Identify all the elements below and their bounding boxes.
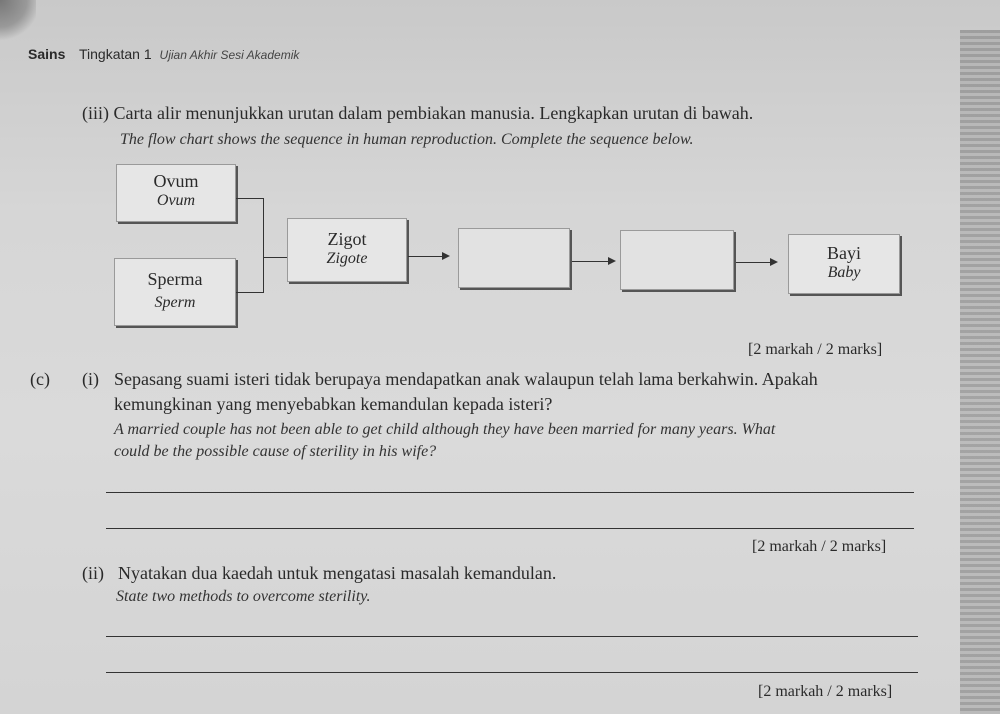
question-c-i-line1-en: A married couple has not been able to get child although they have been married for many years. What bbox=[114, 421, 776, 438]
exam-label: Ujian Akhir Sesi Akademik bbox=[159, 48, 300, 62]
answer-line-c-i-2[interactable] bbox=[106, 528, 914, 529]
ovum-label-my: Ovum bbox=[153, 171, 199, 191]
marks-c-i: [2 markah / 2 marks] bbox=[752, 538, 887, 555]
sperma-label-en: Sperm bbox=[154, 294, 196, 311]
blank-box-2[interactable] bbox=[620, 230, 734, 290]
sperma-box bbox=[114, 258, 236, 326]
bayi-label-my: Bayi bbox=[827, 243, 861, 263]
form-label: Tingkatan 1 bbox=[79, 46, 152, 62]
arrow-3 bbox=[736, 262, 776, 263]
ovum-label-en: Ovum bbox=[156, 192, 196, 209]
question-c-ii-my: Nyatakan dua kaedah untuk mengatasi masalah kemandulan. bbox=[118, 563, 557, 583]
bayi-label-en: Baby bbox=[827, 264, 861, 281]
answer-line-c-ii-1[interactable] bbox=[106, 636, 918, 637]
blank-box-1[interactable] bbox=[458, 228, 570, 288]
arrow-2 bbox=[572, 261, 614, 262]
sperma-label-my: Sperma bbox=[147, 269, 203, 289]
bayi-box bbox=[788, 234, 900, 294]
question-iii-text-en: The flow chart shows the sequence in human reproduction. Complete the sequence below. bbox=[120, 131, 694, 148]
marks-c-ii: [2 markah / 2 marks] bbox=[758, 683, 893, 700]
sperma-connector bbox=[236, 292, 264, 293]
question-c-ii-en: State two methods to overcome sterility. bbox=[116, 588, 371, 605]
question-iii-number: (iii) bbox=[82, 103, 109, 123]
question-iii bbox=[82, 103, 753, 124]
label-c: (c) bbox=[30, 369, 50, 389]
ovum-connector bbox=[236, 198, 264, 199]
label-c-i: (i) bbox=[82, 369, 99, 389]
ovum-box bbox=[116, 164, 236, 222]
question-c-i-line1-my: Sepasang suami isteri tidak berupaya mendapatkan anak walaupun telah lama berkahwin. Apakah bbox=[114, 369, 818, 389]
question-c-i-line2-en: could be the possible cause of sterility in his wife? bbox=[114, 443, 437, 460]
question-iii-text-my: Carta alir menunjukkan urutan dalam pembiakan manusia. Lengkapkan urutan di bawah. bbox=[113, 103, 754, 123]
subject-label: Sains bbox=[28, 46, 66, 62]
answer-line-c-i-1[interactable] bbox=[106, 492, 914, 493]
vertical-connector bbox=[263, 198, 264, 293]
zigot-box bbox=[287, 218, 407, 282]
arrow-1 bbox=[408, 256, 448, 257]
page-corner-shadow bbox=[0, 0, 36, 40]
page-edge-binding bbox=[960, 30, 1000, 714]
question-c-i-line2-my: kemungkinan yang menyebabkan kemandulan kepada isteri? bbox=[114, 394, 553, 414]
marks-iii: [2 markah / 2 marks] bbox=[748, 341, 883, 358]
zigot-label-en: Zigote bbox=[326, 250, 368, 267]
label-c-ii: (ii) bbox=[82, 563, 104, 583]
zigot-connector bbox=[263, 257, 287, 258]
answer-line-c-ii-2[interactable] bbox=[106, 672, 918, 673]
page-header bbox=[28, 46, 299, 62]
zigot-label-my: Zigot bbox=[327, 229, 367, 249]
